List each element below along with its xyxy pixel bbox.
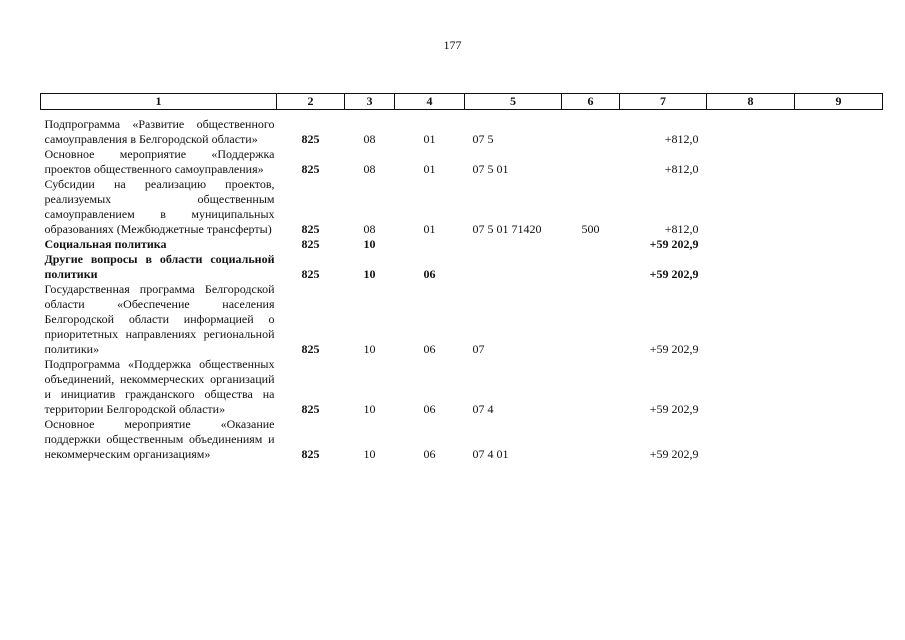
row-col2-cell: 825 (301, 162, 320, 176)
row-col7-cell: +812,0 (664, 162, 699, 176)
row-col9-cell (795, 282, 883, 357)
row-col8-cell (707, 177, 795, 237)
row-col6-cell (562, 117, 620, 147)
row-col7-cell: +59 202,9 (649, 402, 699, 416)
col-header-4: 4 (395, 94, 465, 110)
table-row (41, 237, 883, 252)
row-col7-cell: +59 202,9 (649, 267, 699, 281)
row-col7-cell: +812,0 (664, 222, 699, 236)
row-col3-cell: 10 (363, 447, 376, 461)
row-col5-cell: 07 5 01 (472, 162, 509, 176)
row-col5-cell: 07 5 (472, 132, 494, 146)
row-col3-cell: 08 (363, 162, 376, 176)
table-row (41, 147, 883, 177)
row-col7-cell: +59 202,9 (649, 447, 699, 461)
row-col4-cell: 06 (423, 402, 436, 416)
row-col6-cell (562, 282, 620, 357)
row-col7-cell: +59 202,9 (649, 342, 699, 356)
row-col5-cell: 07 4 01 (472, 447, 509, 461)
row-col6-cell (562, 252, 620, 282)
row-col3-cell: 08 (363, 132, 376, 146)
row-col5-cell (465, 252, 562, 282)
row-col9-cell (795, 417, 883, 462)
table-row (41, 252, 883, 282)
row-col6-cell (562, 237, 620, 252)
row-col9-cell (795, 252, 883, 282)
row-col4-cell: 06 (423, 342, 436, 356)
table-row (41, 282, 883, 357)
col-header-5: 5 (465, 94, 562, 110)
row-col4-cell: 01 (423, 162, 436, 176)
row-col8-cell (707, 237, 795, 252)
row-col2-cell: 825 (301, 342, 320, 356)
row-col9-cell (795, 117, 883, 147)
row-col2-cell: 825 (301, 132, 320, 146)
row-col6-cell (562, 417, 620, 462)
budget-table (40, 93, 883, 462)
row-col8-cell (707, 357, 795, 417)
col-header-1: 1 (41, 94, 277, 110)
row-col8-cell (707, 117, 795, 147)
row-col2-cell: 825 (301, 267, 320, 281)
table-row (41, 177, 883, 237)
row-col9-cell (795, 147, 883, 177)
row-col3-cell: 10 (363, 402, 376, 416)
row-col3-cell: 10 (363, 237, 376, 251)
row-col7-cell: +59 202,9 (649, 237, 699, 251)
row-col8-cell (707, 417, 795, 462)
row-col6-cell: 500 (581, 222, 600, 236)
header-spacer (41, 110, 883, 118)
row-col5-cell: 07 4 (472, 402, 494, 416)
row-name-cell: Основное мероприятие «Оказание поддержки общественным объединениям и некоммерческим организациям» (44, 417, 275, 461)
row-col8-cell (707, 252, 795, 282)
row-col9-cell (795, 357, 883, 417)
row-name-cell: Социальная политика (44, 237, 167, 251)
row-col9-cell (795, 177, 883, 237)
row-col2-cell: 825 (301, 237, 320, 251)
col-header-7: 7 (620, 94, 707, 110)
row-col4-cell: 01 (423, 132, 436, 146)
row-col6-cell (562, 357, 620, 417)
header-row (41, 94, 883, 110)
row-col6-cell (562, 147, 620, 177)
col-header-3: 3 (345, 94, 395, 110)
row-col2-cell: 825 (301, 222, 320, 236)
row-col4-cell: 06 (423, 267, 436, 281)
col-header-6: 6 (562, 94, 620, 110)
col-header-8: 8 (707, 94, 795, 110)
row-name-cell: Субсидии на реализацию проектов, реализуемых общественным самоуправлением в муниципальных образованиях (Межбюджетные трансферты) (44, 177, 275, 236)
table-row (41, 357, 883, 417)
table-body (41, 110, 883, 463)
row-col9-cell (795, 237, 883, 252)
row-col4-cell (395, 237, 465, 252)
row-name-cell: Другие вопросы в области социальной политики (44, 252, 275, 281)
page-number: 177 (443, 38, 462, 52)
row-col8-cell (707, 282, 795, 357)
row-col2-cell: 825 (301, 402, 320, 416)
table-row (41, 117, 883, 147)
row-col4-cell: 06 (423, 447, 436, 461)
table-row (41, 417, 883, 462)
row-name-cell: Подпрограмма «Развитие общественного самоуправления в Белгородской области» (44, 117, 275, 146)
col-header-9: 9 (795, 94, 883, 110)
row-col8-cell (707, 147, 795, 177)
row-name-cell: Государственная программа Белгородской области «Обеспечение населения Белгородской области информацией о приоритетных направлениях региональной политики» (44, 282, 275, 356)
row-col5-cell: 07 5 01 71420 (472, 222, 542, 236)
row-col3-cell: 10 (363, 342, 376, 356)
row-col3-cell: 08 (363, 222, 376, 236)
row-name-cell: Основное мероприятие «Поддержка проектов общественного самоуправления» (44, 147, 275, 176)
row-col5-cell: 07 (472, 342, 485, 356)
col-header-2: 2 (277, 94, 345, 110)
row-col7-cell: +812,0 (664, 132, 699, 146)
row-col3-cell: 10 (363, 267, 376, 281)
row-name-cell: Подпрограмма «Поддержка общественных объединений, некоммерческих организаций и инициатив гражданского общества на территории Белгородской области» (44, 357, 275, 416)
row-col4-cell: 01 (423, 222, 436, 236)
row-col5-cell (465, 237, 562, 252)
row-col2-cell: 825 (301, 447, 320, 461)
